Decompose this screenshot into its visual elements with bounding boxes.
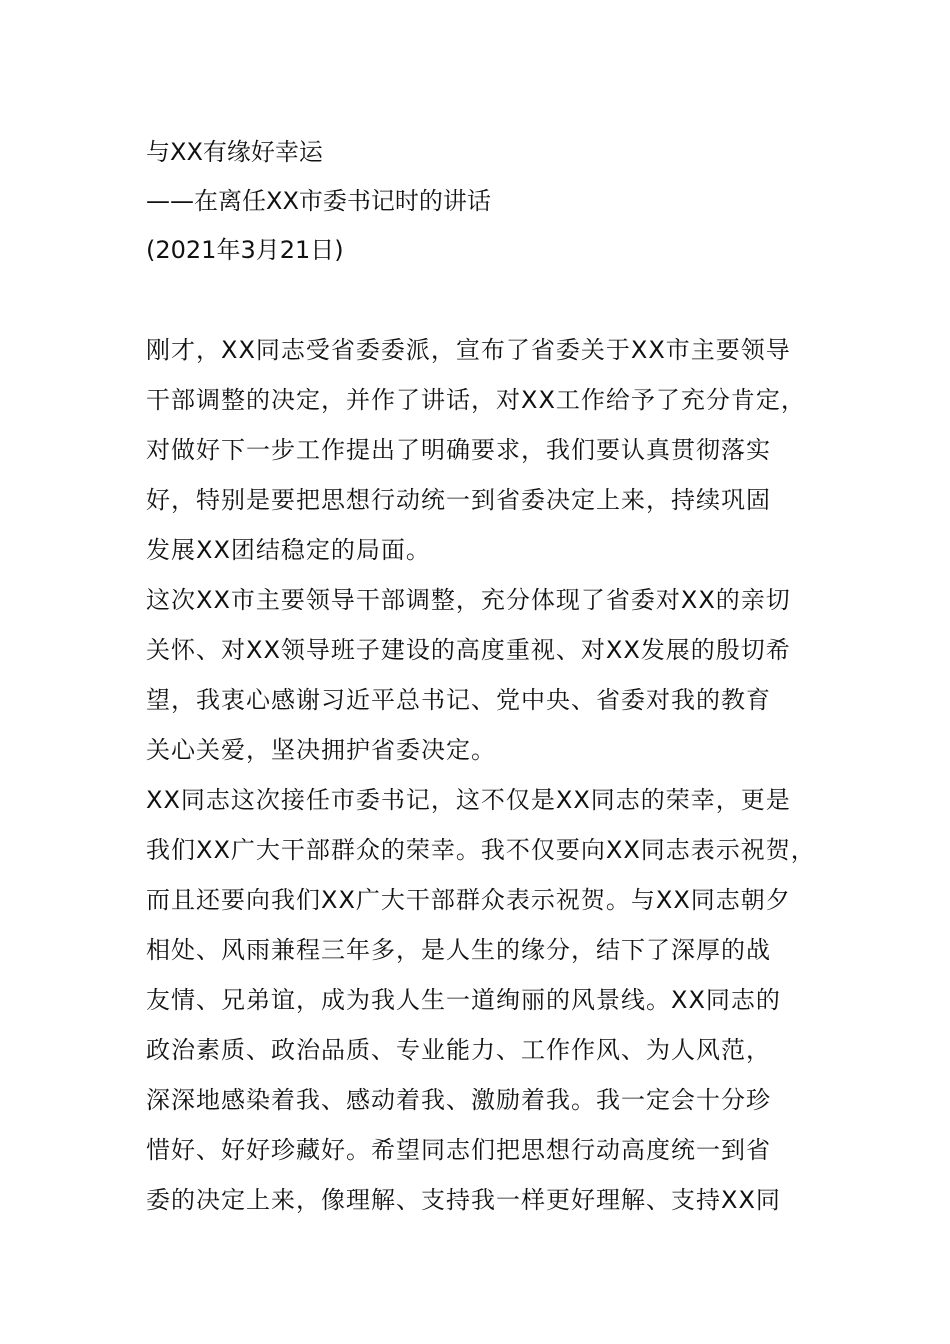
body-line: 关心关爱，坚决拥护省委决定。 [146, 736, 496, 764]
body-line: 深深地感染着我、感动着我、激励着我。我一定会十分珍 [146, 1086, 771, 1114]
body-line: 委的决定上来，像理解、支持我一样更好理解、支持XX同 [146, 1186, 781, 1214]
body-line: 干部调整的决定，并作了讲话，对XX工作给予了充分肯定， [146, 386, 806, 414]
body-line: 相处、风雨兼程三年多，是人生的缘分，结下了深厚的战 [146, 936, 771, 964]
body-line: 而且还要向我们XX广大干部群众表示祝贺。与XX同志朝夕 [146, 886, 791, 914]
body-line: 惜好、好好珍藏好。希望同志们把思想行动高度统一到省 [146, 1136, 771, 1164]
section-spacer [146, 275, 826, 325]
body-line: 政治素质、政治品质、专业能力、工作作风、为人风范， [146, 1036, 771, 1064]
body-line: 友情、兄弟谊，成为我人生一道绚丽的风景线。XX同志的 [146, 986, 781, 1014]
body-line: 关怀、对XX领导班子建设的高度重视、对XX发展的殷切希 [146, 636, 791, 664]
document-content [146, 128, 826, 1225]
document-subtitle: ——在离任XX市委书记时的讲话 [146, 187, 491, 215]
document-title: 与XX有缘好幸运 [146, 138, 323, 166]
body-line: 发展XX团结稳定的局面。 [146, 536, 431, 564]
speech-body [146, 325, 826, 1225]
body-line: 望，我衷心感谢习近平总书记、党中央、省委对我的教育 [146, 686, 771, 714]
document-date: (2021年3月21日) [146, 236, 344, 264]
body-line: 好，特别是要把思想行动统一到省委决定上来，持续巩固 [146, 486, 771, 514]
body-line: 对做好下一步工作提出了明确要求，我们要认真贯彻落实 [146, 436, 771, 464]
body-line: 刚才，XX同志受省委委派，宣布了省委关于XX市主要领导 [146, 336, 791, 364]
body-line: XX同志这次接任市委书记，这不仅是XX同志的荣幸，更是 [146, 786, 791, 814]
body-line: 我们XX广大干部群众的荣幸。我不仅要向XX同志表示祝贺， [146, 836, 816, 864]
body-line: 这次XX市主要领导干部调整，充分体现了省委对XX的亲切 [146, 586, 791, 614]
